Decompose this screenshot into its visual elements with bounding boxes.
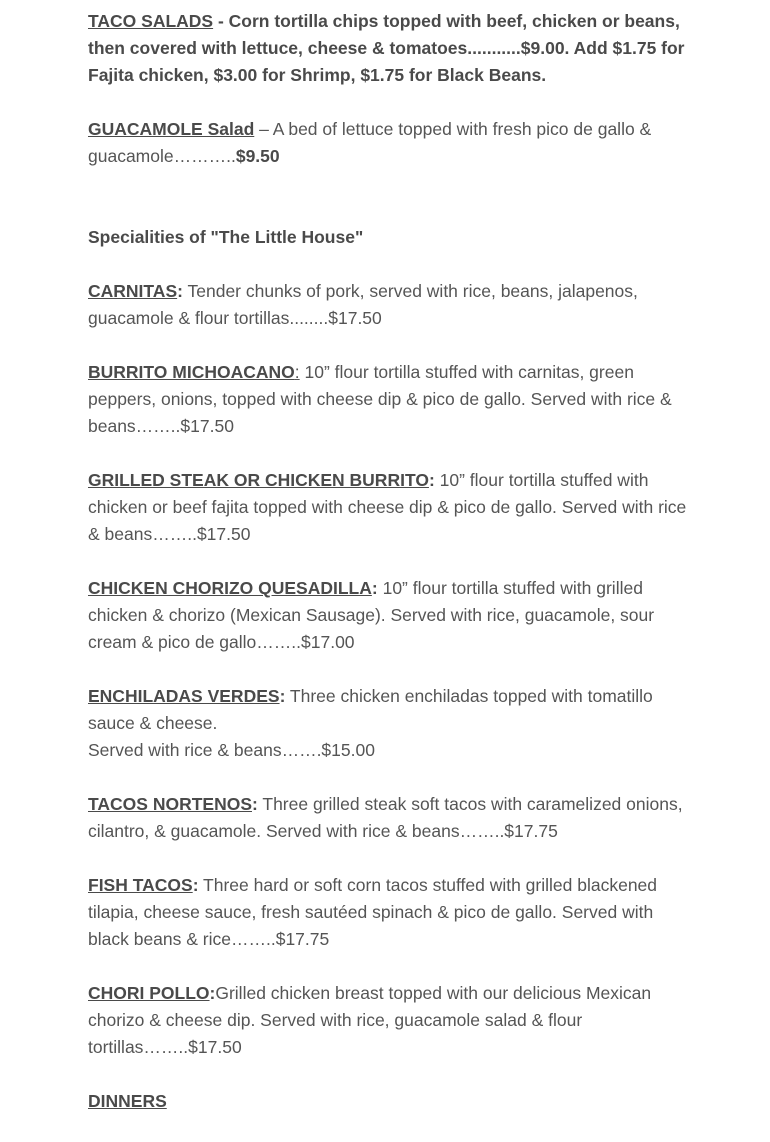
menu-item <box>88 683 688 764</box>
menu-item-guacamole-salad <box>88 116 688 170</box>
item-colon: : <box>209 983 216 1003</box>
menu-item <box>88 467 688 548</box>
item-title: GUACAMOLE Salad <box>88 119 255 139</box>
menu-item <box>88 980 688 1061</box>
section-heading-specialities: Specialities of "The Little House" <box>88 227 364 247</box>
item-title: CARNITAS <box>88 281 178 301</box>
menu-item <box>88 359 688 440</box>
item-colon: : <box>192 875 199 895</box>
item-title: TACO SALADS <box>88 11 214 31</box>
menu-item-taco-salads <box>88 8 688 89</box>
menu-item <box>88 872 688 953</box>
section-heading-dinners: DINNERS <box>88 1091 167 1111</box>
item-colon: : <box>279 686 286 706</box>
item-colon: : <box>294 362 300 382</box>
menu-item <box>88 575 688 656</box>
item-title: CHORI POLLO <box>88 983 210 1003</box>
item-description: Three grilled steak soft tacos with caramelized onions, cilantro, & guacamole. Served with rice & beans……..$17.75 <box>88 794 683 841</box>
item-description: Three chicken enchiladas topped with tomatillo sauce & cheese. <box>88 686 653 733</box>
item-colon: : <box>177 281 183 301</box>
menu-content <box>88 8 688 1142</box>
item-title: CHICKEN CHORIZO QUESADILLA <box>88 578 372 598</box>
item-colon: : <box>428 470 435 490</box>
item-description: Three hard or soft corn tacos stuffed with grilled blackened tilapia, cheese sauce, fresh sautéed spinach & pico de gallo. Served with black beans & rice……..$17.75 <box>88 875 658 949</box>
item-colon: : <box>252 794 258 814</box>
item-description: 10” flour tortilla stuffed with grilled chicken & chorizo (Mexican Sausage). Served with rice, guacamole, sour cream & pico de gallo……..$17.00 <box>88 578 655 652</box>
item-description: 10” flour tortilla stuffed with chicken or beef fajita topped with cheese dip & pico de gallo. Served with rice & beans……..$17.50 <box>88 470 687 544</box>
item-description: – A bed of lettuce topped with fresh pico de gallo & guacamole……….. <box>88 119 652 166</box>
item-description: Tender chunks of pork, served with rice, beans, jalapenos, guacamole & flour tortillas........$17.50 <box>88 281 638 328</box>
item-description: - Corn tortilla chips topped with beef, chicken or beans, then covered with lettuce, cheese & tomatoes...........$9.00. Add $1.75 for Fajita chicken, $3.00 for Shrimp, $1.75 for Black Beans. <box>88 11 685 85</box>
item-title: TACOS NORTENOS <box>88 794 252 814</box>
item-colon: : <box>371 578 378 598</box>
menu-item <box>88 791 688 845</box>
spacer <box>88 197 688 224</box>
item-description-line2: Served with rice & beans…….$15.00 <box>88 740 375 760</box>
item-title: GRILLED STEAK OR CHICKEN BURRITO <box>88 470 429 490</box>
item-price: $9.50 <box>235 146 280 166</box>
item-description: Grilled chicken breast topped with our delicious Mexican chorizo & cheese dip. Served with rice, guacamole salad & flour tortillas……..$17.50 <box>88 983 652 1057</box>
item-title: BURRITO MICHOACANO <box>88 362 295 382</box>
menu-item <box>88 278 688 332</box>
item-description: 10” flour tortilla stuffed with carnitas, green peppers, onions, topped with cheese dip & pico de gallo. Served with rice & beans……..$17.50 <box>88 362 672 436</box>
item-title: FISH TACOS <box>88 875 193 895</box>
item-title: ENCHILADAS VERDES <box>88 686 280 706</box>
